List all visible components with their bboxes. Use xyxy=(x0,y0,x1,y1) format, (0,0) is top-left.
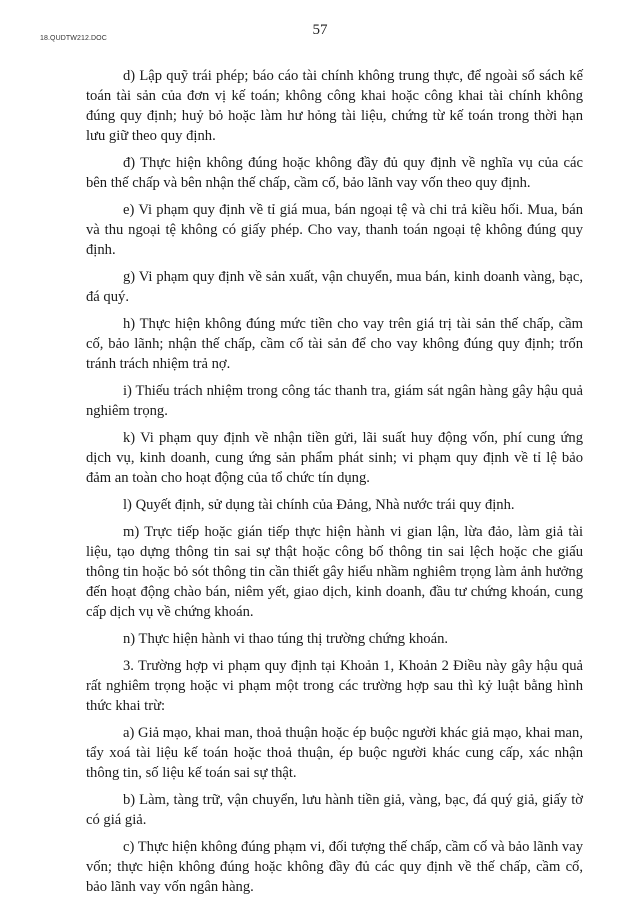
paragraph-e: e) Vi phạm quy định về tỉ giá mua, bán ngoại tệ và chi trả kiều hối. Mua, bán và thu ngoại tệ không có giấy phép. Cho vay, thanh toán ngoại tệ không đúng quy định. xyxy=(86,202,583,258)
page-number: 57 xyxy=(312,22,328,38)
paragraph-c: c) Thực hiện không đúng phạm vi, đối tượng thế chấp, cầm cố và bảo lãnh vay vốn; thực hiện không đúng hoặc không đầy đủ các quy định về thế chấp, cầm cố, bảo lãnh vay vốn ngân hàng. xyxy=(86,839,583,895)
paragraph-k: k) Vi phạm quy định về nhận tiền gửi, lãi suất huy động vốn, phí cung ứng dịch vụ, kinh doanh, cung ứng sản phẩm phát sinh; vi phạm quy định về tỉ lệ bảo đảm an toàn cho hoạt động của tổ chức tín dụng. xyxy=(86,430,583,486)
paragraph-section-3: 3. Trường hợp vi phạm quy định tại Khoản 1, Khoản 2 Điều này gây hậu quả rất nghiêm trọng hoặc vi phạm một trong các trường hợp sau thì kỷ luật bằng hình thức khai trừ: xyxy=(86,658,583,714)
document-code: 18.QUDTW212.DOC xyxy=(40,35,107,42)
paragraph-g: g) Vi phạm quy định về sản xuất, vận chuyển, mua bán, kinh doanh vàng, bạc, đá quý. xyxy=(86,269,583,305)
paragraph-l: l) Quyết định, sử dụng tài chính của Đảng, Nhà nước trái quy định. xyxy=(123,497,515,513)
document-body xyxy=(86,66,583,904)
paragraph-b: b) Làm, tàng trữ, vận chuyển, lưu hành tiền giả, vàng, bạc, đá quý giả, giấy tờ có giá giả. xyxy=(86,792,583,828)
paragraph-d: d) Lập quỹ trái phép; báo cáo tài chính không trung thực, để ngoài sổ sách kế toán tài sản của đơn vị kế toán; không công khai hoặc công khai tài chính không đúng quy định; huỷ bỏ hoặc làm hư hỏng tài liệu, chứng từ kế toán trong thời hạn lưu giữ theo quy định. xyxy=(86,68,583,144)
paragraph-a: a) Giả mạo, khai man, thoả thuận hoặc ép buộc người khác giả mạo, khai man, tẩy xoá tài liệu kế toán hoặc thoả thuận, ép buộc người khác cung cấp, xác nhận thông tin, số liệu kế toán sai sự thật. xyxy=(86,725,583,781)
paragraph-i: i) Thiếu trách nhiệm trong công tác thanh tra, giám sát ngân hàng gây hậu quả nghiêm trọng. xyxy=(86,383,583,419)
paragraph-m: m) Trực tiếp hoặc gián tiếp thực hiện hành vi gian lận, lừa đảo, làm giả tài liệu, tạo dựng thông tin sai sự thật hoặc công bố thông tin sai lệch hoặc che giấu thông tin hoặc bỏ sót thông tin cần thiết gây hiểu nhầm nghiêm trọng làm ảnh hưởng đến hoạt động chào bán, niêm yết, giao dịch, kinh doanh, đầu tư chứng khoán, cung cấp dịch vụ về chứng khoán. xyxy=(86,524,583,620)
paragraph-h: h) Thực hiện không đúng mức tiền cho vay trên giá trị tài sản thế chấp, cầm cố, bảo lãnh; nhận thế chấp, cầm cố tài sản để cho vay không đúng quy định; trốn tránh trách nhiệm trả nợ. xyxy=(86,316,583,372)
paragraph-dd: đ) Thực hiện không đúng hoặc không đầy đủ quy định về nghĩa vụ của các bên thế chấp và bên nhận thế chấp, cầm cố, bảo lãnh vay vốn theo quy định. xyxy=(86,155,583,191)
paragraph-n: n) Thực hiện hành vi thao túng thị trường chứng khoán. xyxy=(123,631,449,647)
